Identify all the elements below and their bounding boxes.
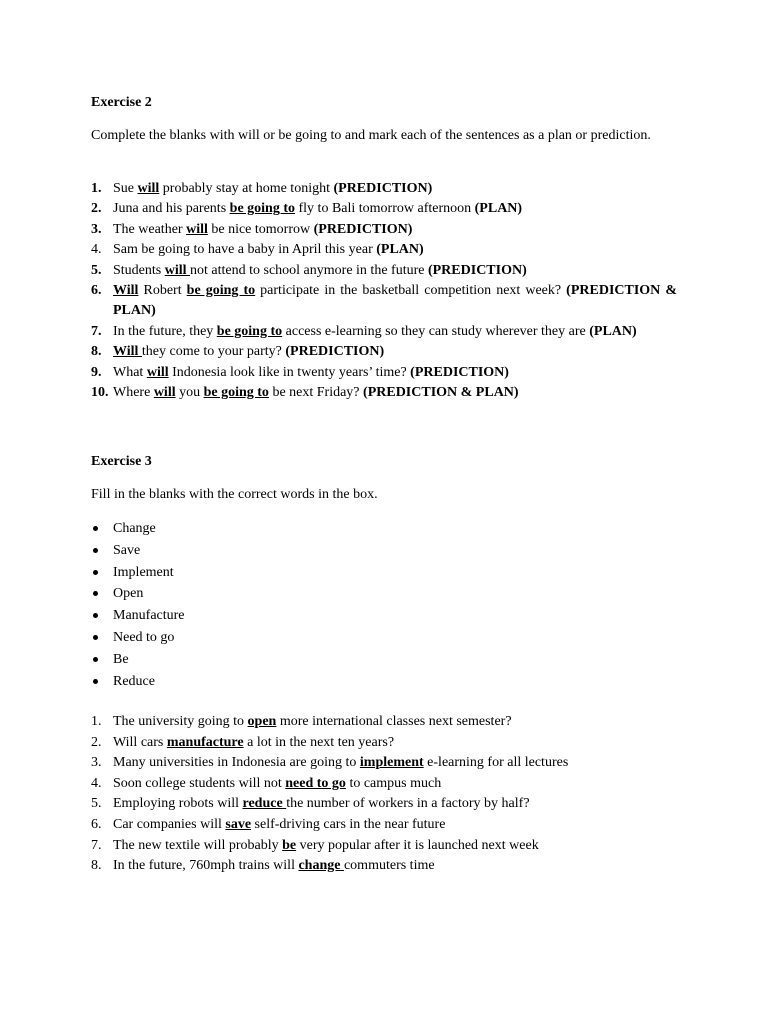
word-box-item (91, 583, 185, 605)
sentence-fragment: The university going to (113, 714, 248, 729)
item-number: 8. (91, 344, 102, 360)
bullet-icon (93, 657, 98, 662)
sentence-text (113, 753, 677, 774)
word-box-item (91, 671, 185, 693)
word-box-word: Need to go (113, 629, 175, 645)
word-box-item (91, 562, 185, 584)
sentence-fragment: very popular after it is launched next week (296, 837, 539, 853)
sentence-fragment: more international classes next semester? (276, 714, 512, 729)
word-box-item (91, 540, 185, 562)
sentence-text (113, 240, 677, 260)
exercise-2-sentence-list (91, 179, 677, 403)
sentence-type-label: (PLAN) (589, 323, 637, 339)
list-item (91, 220, 677, 240)
answer-blank: be going to (229, 201, 295, 217)
list-item (91, 753, 677, 774)
answer-blank: will (153, 385, 176, 401)
sentence-fragment: commuters time (343, 858, 435, 874)
list-item (91, 774, 677, 795)
sentence-fragment: you (175, 385, 204, 401)
item-number: 1. (91, 714, 102, 729)
sentence-type-label: (PREDICTION) (427, 262, 527, 278)
bullet-icon (93, 548, 98, 553)
sentence-text (113, 774, 677, 795)
item-number: 2. (91, 201, 102, 217)
answer-blank: be going to (203, 385, 269, 401)
list-item (91, 199, 677, 219)
item-number: 5. (91, 796, 102, 812)
sentence-text (113, 712, 677, 733)
sentence-fragment: to campus much (345, 775, 442, 791)
bullet-icon (93, 635, 98, 640)
answer-blank: open (247, 714, 277, 729)
bullet-icon (93, 526, 98, 531)
word-box-item (91, 627, 185, 649)
sentence-text (113, 815, 677, 836)
sentence-fragment: What (113, 364, 147, 380)
sentence-text (113, 383, 677, 403)
sentence-type-label: (PREDICTION & PLAN) (363, 385, 519, 401)
sentence-fragment: they come to your party? (141, 344, 286, 360)
sentence-text (113, 856, 677, 877)
sentence-fragment: probably stay at home tonight (159, 181, 334, 196)
item-number: 3. (91, 221, 102, 237)
word-box-word: Save (113, 542, 141, 558)
list-item (91, 712, 677, 733)
sentence-fragment: participate in the basketball competition next week? (255, 283, 567, 299)
answer-blank: manufacture (166, 734, 244, 750)
answer-blank: be (282, 837, 297, 853)
answer-blank: save (225, 816, 252, 832)
word-box-item (91, 649, 185, 671)
word-box-word: Change (113, 521, 156, 536)
sentence-fragment: access e-learning so they can study wherever they are (282, 323, 590, 339)
sentence-fragment: The weather (113, 221, 187, 237)
list-item (91, 794, 677, 815)
word-box-word: Manufacture (113, 608, 185, 624)
answer-blank: Will (113, 344, 142, 360)
list-item (91, 342, 677, 362)
sentence-fragment: Car companies will (113, 816, 226, 832)
sentence-fragment: fly to Bali tomorrow afternoon (295, 201, 475, 217)
bullet-icon (93, 570, 98, 575)
sentence-fragment: Will cars (113, 734, 167, 750)
sentence-type-label: (PREDICTION & PLAN) (113, 283, 678, 319)
sentence-text (113, 179, 677, 199)
exercise-3-title: Exercise 3 (91, 454, 152, 469)
item-number: 9. (91, 364, 102, 380)
list-item (91, 856, 677, 877)
answer-blank: will (146, 364, 169, 380)
sentence-text (113, 363, 677, 383)
item-number: 7. (91, 323, 102, 339)
sentence-fragment: The new textile will probably (113, 837, 283, 853)
item-number: 8. (91, 858, 102, 874)
word-box-item (91, 605, 185, 627)
sentence-fragment: be next Friday? (268, 385, 364, 401)
word-box-word: Reduce (113, 673, 155, 689)
sentence-fragment: a lot in the next ten years? (243, 734, 395, 750)
sentence-type-label: (PREDICTION) (333, 181, 433, 196)
list-item (91, 240, 677, 260)
sentence-fragment: Soon college students will not (113, 775, 286, 791)
word-box-list (91, 518, 185, 692)
item-number: 2. (91, 734, 102, 750)
sentence-type-label: (PREDICTION) (285, 344, 385, 360)
answer-blank: Will (113, 283, 139, 299)
item-number: 1. (91, 181, 102, 196)
sentence-type-label: (PLAN) (474, 201, 523, 217)
sentence-type-label: (PLAN) (376, 242, 424, 258)
item-number: 6. (91, 816, 102, 832)
sentence-text (113, 733, 677, 754)
answer-blank: will (164, 262, 191, 278)
exercise-2-title: Exercise 2 (91, 95, 152, 110)
exercise-2-instruction: Complete the blanks with will or be going to and mark each of the sentences as a plan or prediction. (91, 128, 651, 143)
sentence-type-label: (PREDICTION) (410, 364, 509, 380)
answer-blank: be going to (216, 323, 283, 339)
word-box-word: Implement (113, 564, 174, 580)
sentence-fragment: e-learning for all lectures (423, 755, 569, 771)
bullet-icon (93, 679, 98, 684)
item-number: 6. (91, 283, 102, 299)
item-number: 4. (91, 775, 102, 791)
sentence-text (113, 794, 677, 815)
answer-blank: will (137, 181, 160, 196)
item-number: 4. (91, 242, 102, 258)
answer-blank: need to go (285, 775, 346, 791)
answer-blank: will (186, 221, 208, 237)
item-number: 10. (91, 385, 109, 401)
list-item (91, 383, 677, 403)
answer-blank: be going to (186, 283, 256, 299)
item-number: 5. (91, 262, 102, 278)
sentence-fragment: Indonesia look like in twenty years’ time? (168, 364, 411, 380)
word-box-item (91, 518, 185, 540)
item-number: 3. (91, 755, 102, 771)
bullet-icon (93, 591, 98, 596)
item-number: 7. (91, 837, 102, 853)
exercise-3-instruction: Fill in the blanks with the correct words in the box. (91, 487, 378, 502)
list-item (91, 261, 677, 281)
sentence-fragment: Employing robots will (113, 796, 243, 812)
sentence-fragment: Where (113, 385, 154, 401)
sentence-text (113, 281, 677, 322)
sentence-text (113, 322, 677, 342)
word-box-word: Be (113, 651, 129, 667)
sentence-fragment: Many universities in Indonesia are going to (113, 755, 360, 771)
sentence-text (113, 342, 677, 362)
list-item (91, 815, 677, 836)
sentence-fragment: self-driving cars in the near future (251, 816, 446, 832)
sentence-fragment: Sue (113, 181, 138, 196)
sentence-text (113, 199, 677, 219)
sentence-fragment: not attend to school anymore in the future (190, 262, 428, 278)
sentence-text (113, 220, 677, 240)
list-item (91, 363, 677, 383)
sentence-fragment: Juna and his parents (113, 201, 230, 217)
answer-blank: implement (359, 755, 424, 771)
list-item (91, 179, 677, 199)
exercise-3-sentence-list (91, 712, 677, 877)
list-item (91, 281, 677, 322)
sentence-type-label: (PREDICTION) (313, 221, 413, 237)
answer-blank: reduce (242, 796, 287, 812)
sentence-fragment: Students (113, 262, 165, 278)
sentence-fragment: In the future, they (113, 323, 217, 339)
list-item (91, 322, 677, 342)
sentence-fragment: In the future, 760mph trains will (113, 858, 299, 874)
sentence-fragment: Robert (138, 283, 187, 299)
answer-blank: change (298, 858, 344, 874)
word-box-word: Open (113, 586, 144, 602)
sentence-fragment: Sam be going to have a baby in April this year (113, 242, 377, 258)
sentence-text (113, 836, 677, 857)
list-item (91, 733, 677, 754)
sentence-fragment: the number of workers in a factory by half? (286, 796, 530, 812)
list-item (91, 836, 677, 857)
bullet-icon (93, 613, 98, 618)
sentence-fragment: be nice tomorrow (207, 221, 314, 237)
sentence-text (113, 261, 677, 281)
